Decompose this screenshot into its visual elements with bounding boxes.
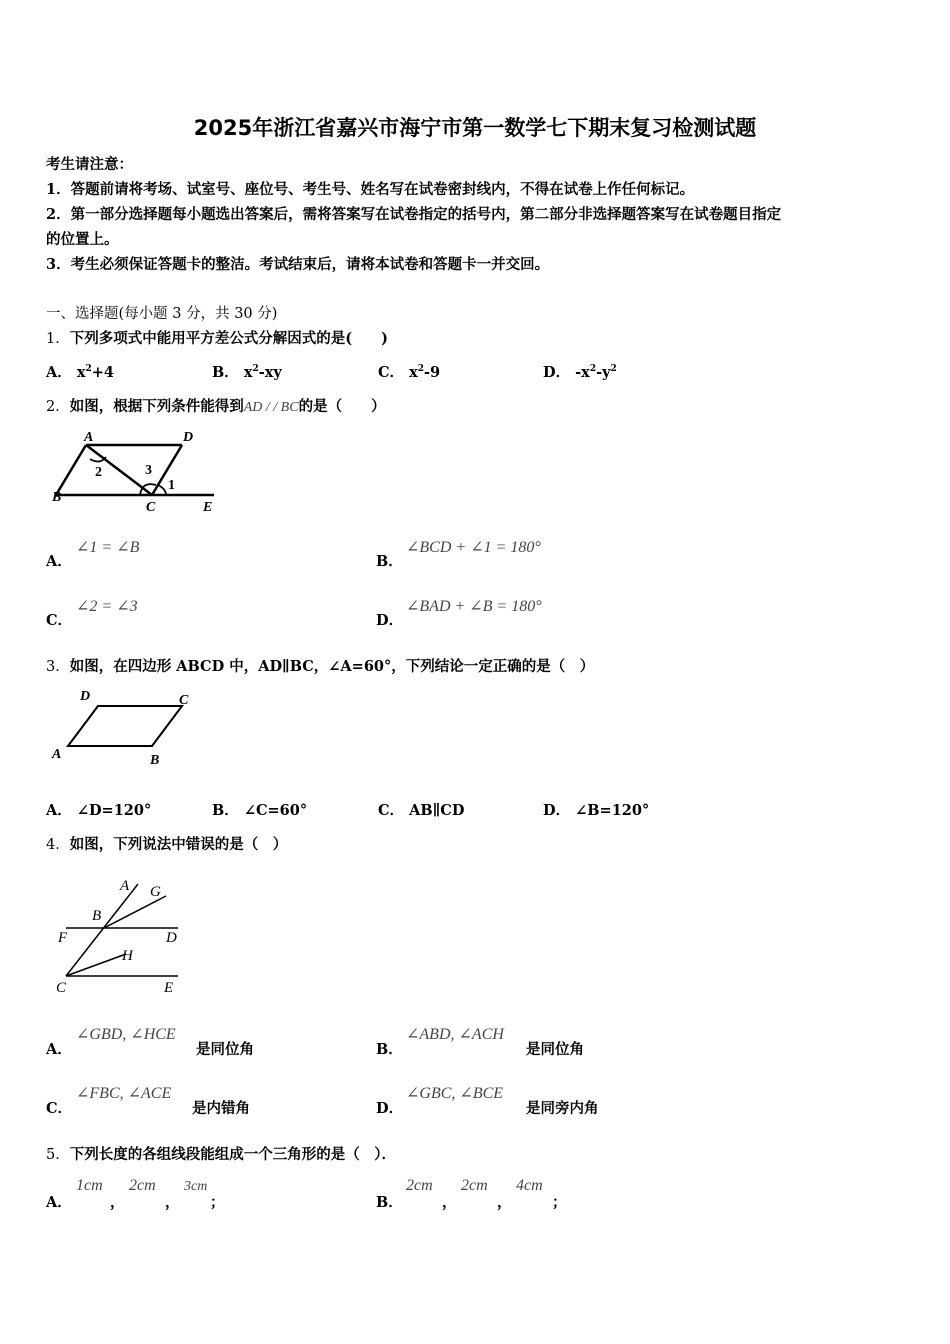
q5-sep: ， (442, 1194, 457, 1211)
q2-option-d-label: D． (376, 612, 404, 629)
q2-option-b-label: B． (376, 553, 403, 570)
q4-option-c-text: 是内错角 (192, 1100, 250, 1117)
q4-option-b-label: B． (376, 1041, 403, 1058)
q5-option-a-v2: 2cm (129, 1177, 156, 1194)
q4-option-d-label: D． (376, 1100, 404, 1117)
q5-option-a-v3: 3cm (184, 1179, 208, 1194)
q5-option-b-v2: 2cm (461, 1177, 488, 1194)
fig-label: D (166, 930, 177, 946)
fig-label: C (56, 980, 67, 996)
q1-option-b: B． $x^2-xy$ (212, 364, 282, 381)
q3-option-b: B． ∠C=60° (212, 802, 308, 819)
q5-sep: ， (165, 1194, 180, 1211)
question-number: 1． (46, 331, 70, 347)
q4-option-a-math: ∠GBD, ∠HCE (76, 1026, 176, 1043)
q5-option-b-v1: 2cm (406, 1177, 433, 1194)
q5-end: ； (552, 1194, 567, 1211)
fig-label: A (120, 878, 130, 894)
fig-label: F (58, 930, 68, 946)
question-4: 4．如图，下列说法中错误的是（ ） (46, 836, 288, 853)
q2-option-c-label: C． (46, 612, 73, 629)
notice-item-1: 1．答题前请将考场、试室号、座位号、考生号、姓名写在试卷密封线内，不得在试卷上作任何标记。 (46, 181, 695, 198)
q2-option-a-math: ∠1 = ∠B (76, 539, 140, 556)
q4-option-a-text: 是同位角 (196, 1041, 254, 1058)
q3-option-c: C． AB∥CD (378, 802, 465, 819)
q4-option-c-label: C． (46, 1100, 73, 1117)
q4-option-c-math: ∠FBC, ∠ACE (76, 1085, 172, 1102)
q2-option-a-label: A． (46, 553, 72, 570)
fig-label: A (84, 430, 94, 445)
notice-item-2: 2．第一部分选择题每小题选出答案后，需将答案写在试卷指定的括号内，第二部分非选择题答案写在试卷题目指定 (46, 206, 782, 223)
q2-option-c-math: ∠2 = ∠3 (76, 598, 138, 615)
q1-option-c: C． $x^2-9$ (378, 364, 441, 381)
fig-label: H (122, 948, 133, 964)
q4-option-b-math: ∠ABD, ∠ACH (406, 1026, 504, 1043)
q5-option-a-v1: 1cm (76, 1177, 103, 1194)
question-2: 2．如图，根据下列条件能得到AD / / BC的是（ ） (46, 398, 386, 415)
q3-option-a: A． ∠D=120° (46, 802, 152, 819)
fig-label: B (150, 753, 160, 768)
page-title: 2025年浙江省嘉兴市海宁市第一数学七下期末复习检测试题 (193, 116, 757, 140)
fig-label: 2 (95, 465, 102, 480)
fig-label: D (183, 430, 194, 445)
q5-option-a-label: A． (46, 1194, 72, 1211)
q2-figure (46, 425, 226, 517)
q4-option-d-text: 是同旁内角 (526, 1100, 599, 1117)
fig-label: E (203, 500, 213, 515)
q1-option-d: D． $-x^2-y^2$ (543, 364, 617, 381)
fig-label: E (164, 980, 174, 996)
question-5: 5．下列长度的各组线段能组成一个三角形的是（ ）． (46, 1146, 396, 1163)
q5-option-b-label: B． (376, 1194, 403, 1211)
fig-label: C (179, 693, 189, 708)
q1-option-a: A． $x^2+4$ (46, 364, 114, 381)
q2-option-d-math: ∠BAD + ∠B = 180° (406, 598, 542, 615)
fig-label: B (92, 908, 102, 924)
question-3: 3．如图，在四边形 ABCD 中，AD∥BC，∠A=60°，下列结论一定正确的是（ ） (46, 658, 595, 675)
q4-option-b-text: 是同位角 (526, 1041, 584, 1058)
question-stem: 下列多项式中能用平方差公式分解因式的是( ) (69, 330, 388, 347)
fig-label: A (52, 747, 62, 762)
q2-option-b-math: ∠BCD + ∠1 = 180° (406, 539, 541, 556)
q3-figure (46, 684, 206, 770)
notice-item-3: 3．考生必须保证答题卡的整洁。考试结束后，请将本试卷和答题卡一并交回。 (46, 256, 550, 273)
fig-label: 1 (168, 478, 175, 493)
q4-option-a-label: A． (46, 1041, 72, 1058)
q5-sep: ， (110, 1194, 125, 1211)
fig-label: G (150, 884, 161, 900)
fig-label: C (146, 500, 156, 515)
q4-figure (46, 872, 196, 1000)
notice-item-2-cont: 的位置上。 (46, 231, 119, 248)
fig-label: D (80, 689, 91, 704)
q5-end: ； (210, 1194, 225, 1211)
q5-sep: ， (497, 1194, 512, 1211)
q4-option-d-math: ∠GBC, ∠BCE (406, 1085, 504, 1102)
fig-label: B (52, 490, 62, 505)
fig-label: 3 (145, 463, 152, 478)
q3-option-d: D． ∠B=120° (543, 802, 650, 819)
notice-header: 考生请注意： (46, 156, 133, 173)
section-heading: 一、选择题(每小题 3 分，共 30 分) (46, 306, 278, 322)
question-1 (46, 327, 388, 348)
q5-option-b-v3: 4cm (516, 1177, 543, 1194)
